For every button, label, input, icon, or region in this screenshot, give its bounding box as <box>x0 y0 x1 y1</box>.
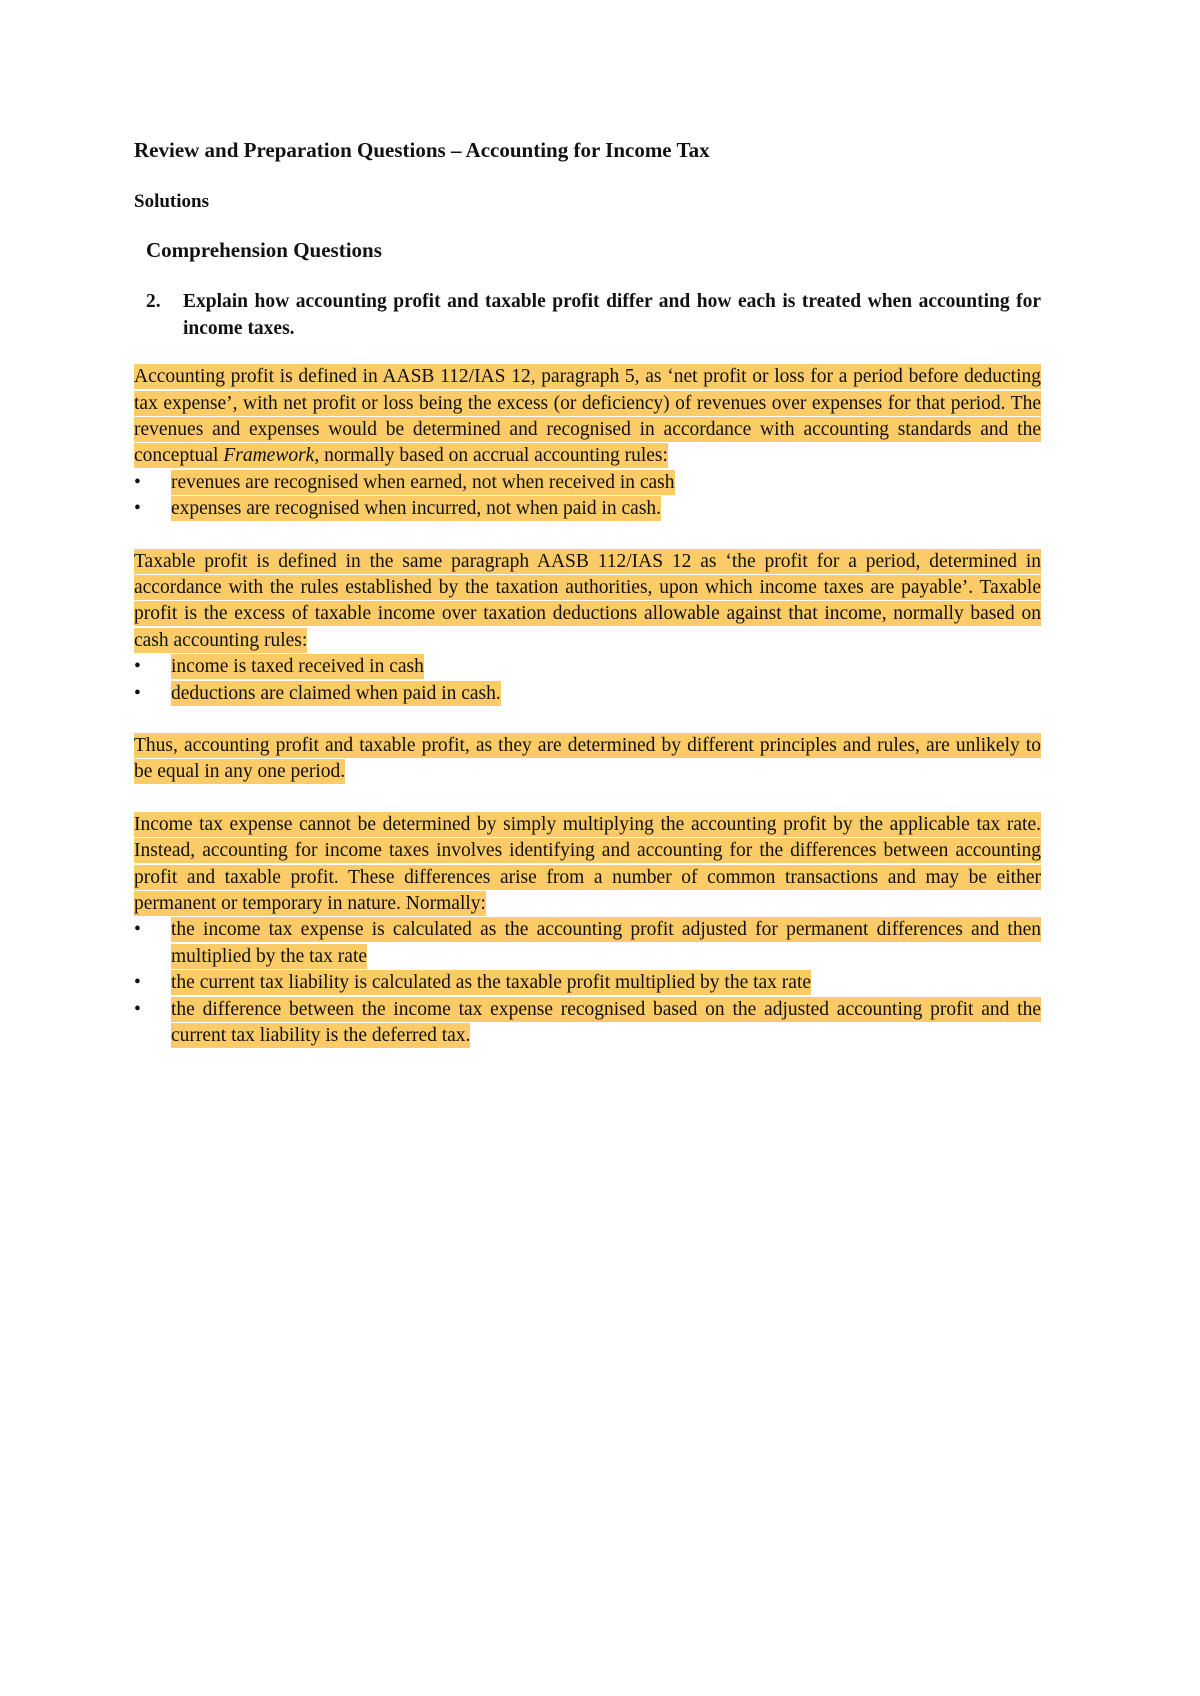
list-item-text: expenses are recognised when incurred, not when paid in cash. <box>171 498 662 520</box>
list-item <box>134 997 1041 1050</box>
paragraph-gap <box>134 707 1041 733</box>
bullet-icon: • <box>134 498 141 520</box>
paragraph-gap <box>134 523 1041 549</box>
answer-paragraph-income-tax-expense <box>134 812 1041 918</box>
bullet-icon: • <box>134 471 141 493</box>
question-number: 2. <box>146 291 161 313</box>
answer-paragraph-taxable-profit <box>134 549 1041 655</box>
question-text: Explain how accounting profit and taxable profit differ and how each is treated when accounting for income taxes. <box>183 291 1041 340</box>
bullet-icon: • <box>134 682 141 704</box>
question-2 <box>146 288 1041 342</box>
italic-term: Framework <box>223 445 315 467</box>
bullet-icon: • <box>134 656 141 678</box>
document-title: Review and Preparation Questions – Accounting for Income Tax <box>134 138 710 162</box>
paragraph-text: , normally based on accrual accounting rules: <box>314 445 668 467</box>
list-item-text: deductions are claimed when paid in cash. <box>171 682 501 704</box>
bullet-list <box>134 654 1041 707</box>
section-heading: Comprehension Questions <box>146 237 382 262</box>
bullet-list <box>134 470 1041 523</box>
list-item-text: revenues are recognised when earned, not when received in cash <box>171 471 675 493</box>
list-item-text: the difference between the income tax expense recognised based on the adjusted accounting profit and the current tax liability is the deferred tax. <box>171 998 1041 1047</box>
answer-paragraph-accounting-profit <box>134 364 1041 470</box>
paragraph-text: Thus, accounting profit and taxable profit, as they are determined by different principles and rules, are unlikely to be equal in any one period. <box>134 735 1041 783</box>
answer-paragraph-conclusion <box>134 733 1041 786</box>
paragraph-text: Income tax expense cannot be determined by simply multiplying the accounting profit by the applicable tax rate. Instead, accounting for income taxes involves identifying and accounting for the differences between accounting profit and taxable profit. These differences arise from a number of common transactions and may be either permanent or temporary in nature. Normally: <box>134 813 1041 915</box>
bullet-list <box>134 917 1041 1049</box>
bullet-icon: • <box>134 972 141 994</box>
list-item <box>134 496 1041 522</box>
document-subtitle: Solutions <box>134 191 209 213</box>
highlight <box>134 364 1041 468</box>
bullet-icon: • <box>134 998 141 1020</box>
list-item-text: income is taxed received in cash <box>171 656 424 678</box>
paragraph-text: Accounting profit is defined in AASB 112/IAS 12, paragraph 5, as ‘net profit or loss for a period before deducting tax expense’, with net profit or loss being the excess (or deficiency) of revenues over expenses for that period. The revenues and expenses would be determined and recognised in accordance with accounting standards and the conceptual <box>134 366 1041 467</box>
list-item <box>134 654 1041 680</box>
bullet-icon: • <box>134 919 141 941</box>
paragraph-gap <box>134 786 1041 812</box>
list-item <box>134 470 1041 496</box>
list-item-text: the current tax liability is calculated as the taxable profit multiplied by the tax rate <box>171 972 812 994</box>
paragraph-text: Taxable profit is defined in the same paragraph AASB 112/IAS 12 as ‘the profit for a period, determined in accordance with the rules established by the taxation authorities, upon which income taxes are payable’. Taxable profit is the excess of taxable income over taxation deductions allowable against that income, normally based on cash accounting rules: <box>134 550 1041 651</box>
list-item <box>134 681 1041 707</box>
document-content <box>134 138 1041 1050</box>
list-item <box>134 970 1041 996</box>
list-item-text: the income tax expense is calculated as the accounting profit adjusted for permanent differences and then multiplied by the tax rate <box>171 919 1041 967</box>
list-item <box>134 917 1041 970</box>
answer-body <box>134 364 1041 1049</box>
